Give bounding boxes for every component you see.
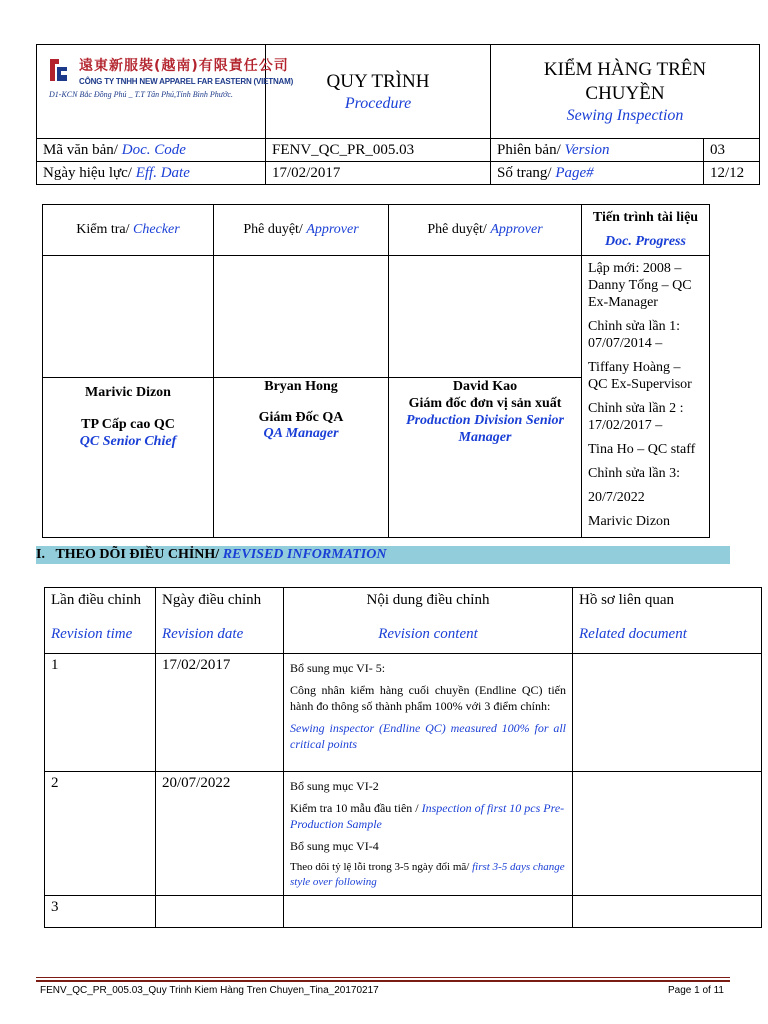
checker-header-vi: Kiểm tra/ [76,222,134,237]
revision-time-header-en: Revision time [51,626,133,642]
progress-entry: 20/7/2022 [588,490,645,505]
eff-date-label-vi: Ngày hiệu lực/ [43,164,136,181]
revision-content-vi: Theo dõi tỷ lệ lỗi trong 3-5 ngày đổi mã/ [290,861,473,873]
approver2-title-en: Production Division Senior Manager [406,413,564,445]
revision-table [44,587,762,928]
page-count-label-vi: Số trang/ [497,164,556,181]
section-title-en: REVISED INFORMATION [222,547,387,562]
checker-name: Marivic Dizon [85,385,171,400]
doc-title-en: Sewing Inspection [566,106,684,124]
revision-content-vi: Kiểm tra 10 mẫu đầu tiên / [290,801,422,815]
revision-content-line: Bổ sung mục VI-4 [290,839,379,853]
revision-content-en: first 3-5 days change style over following [290,861,565,888]
checker-header [43,205,214,256]
section-title-vi: THEO DÕI ĐIỀU CHỈNH/ [55,547,223,562]
revision-time-header-vi: Lần điều chỉnh [51,592,141,608]
company-logo-cell [37,45,294,139]
approver1-title-vi: Giám Đốc QA [258,410,344,425]
progress-entry: Chỉnh sửa lần 3: [588,466,680,481]
doc-title-vi-line1: KIỂM HÀNG TRÊN [543,58,707,80]
doc-title-vi-line2: CHUYỀN [585,82,665,104]
doc-progress-header [582,205,710,256]
revision-content-header [284,588,573,654]
related-document-header-vi: Hồ sơ liên quan [579,592,675,608]
related-document [573,896,762,928]
doc-code-value: FENV_QC_PR_005.03 [266,139,491,162]
approval-table [42,204,710,538]
approver2-title-vi: Giám đốc đơn vị sản xuất [408,396,562,411]
revision-date-header [156,588,284,654]
doc-progress-header-en: Doc. Progress [605,234,686,249]
checker-title-vi: TP Cấp cao QC [81,417,175,432]
progress-entry: Chỉnh sửa lần 1: 07/07/2014 – [588,319,680,351]
version-label-en: Version [564,141,610,158]
checker-signature-area [43,256,214,378]
approver1-header-vi: Phê duyệt/ [243,222,307,237]
revision-content-header-vi: Nội dung điều chỉnh [366,592,490,608]
revision-content-line [290,800,566,832]
checker-info [43,378,214,538]
approver2-signature-area [389,256,582,378]
doc-code-label [37,139,266,162]
section-number: I. [36,547,45,562]
related-document [573,772,762,896]
version-label-vi: Phiên bản/ [497,141,565,158]
eff-date-label [37,162,266,185]
revision-content [284,772,573,896]
doc-code-label-vi: Mã văn bản/ [43,141,122,158]
revision-content-line: Bổ sung mục VI-2 [290,779,379,793]
approver1-title-en: QA Manager [263,426,339,441]
doc-code-label-en: Doc. Code [121,141,186,158]
progress-entry: Lập mới: 2008 – Danny Tống – QC Ex-Manager [588,261,692,310]
revision-time-header [45,588,156,654]
approver2-name: David Kao [452,379,518,394]
company-logo-icon [47,57,69,83]
related-document-header [573,588,762,654]
page-count-label-en: Page# [555,164,594,181]
footer-page-number: Page 1 of 11 [668,985,724,996]
company-name-english: CÔNG TY TNHH NEW APPAREL FAR EASTERN (VIETNAM) [79,76,294,86]
revision-number: 1 [45,654,156,772]
approver1-info [214,378,389,538]
checker-title-en: QC Senior Chief [79,434,177,449]
company-name-chinese: 遠東新服裝(越南)有限責任公司 [79,57,289,74]
revision-date-header-vi: Ngày điều chỉnh [162,592,262,608]
revision-number: 2 [45,772,156,896]
revision-content-line [290,860,566,890]
table-row [45,896,762,928]
page-count-value: 12/12 [704,162,760,185]
revision-date [156,896,284,928]
progress-entry: Marivic Dizon [588,514,671,529]
doc-progress-header-vi: Tiến trình tài liệu [592,210,699,225]
revision-content [284,654,573,772]
revision-content-line: Bổ sung mục VI- 5: [290,661,386,675]
version-label [491,139,704,162]
revision-content-line: Sewing inspector (Endline QC) measured 100% for all critical points [290,721,566,751]
eff-date-label-en: Eff. Date [135,164,190,181]
company-address: D1-KCN Bắc Đồng Phú _ T.T Tân Phú,Tỉnh Bình Phước. [49,89,233,99]
revision-date-header-en: Revision date [162,626,244,642]
doc-progress-list [582,256,710,538]
progress-entry: Tina Ho – QC staff [588,442,696,457]
approver1-name: Bryan Hong [264,379,338,394]
revision-content [284,896,573,928]
approver2-header-vi: Phê duyệt/ [427,222,491,237]
related-document-header-en: Related document [579,626,687,642]
footer-rule-thin [36,977,730,978]
approver1-signature-area [214,256,389,378]
revision-content-header-en: Revision content [378,626,478,642]
approver2-info [389,378,582,538]
revision-number: 3 [45,896,156,928]
related-document [573,654,762,772]
revision-content-line: Công nhân kiểm hàng cuối chuyền (Endline QC) tiến hành đo thông số thành phẩm 100% với 3 điểm chính: [290,683,566,713]
approver1-header [214,205,389,256]
eff-date-value: 17/02/2017 [266,162,491,185]
approver2-header-en: Approver [490,222,543,237]
revision-date: 17/02/2017 [156,654,284,772]
approver2-header [389,205,582,256]
footer-rule-thick [36,980,730,982]
section-heading-revised-info [36,546,730,564]
approver1-header-en: Approver [306,222,359,237]
table-row [45,654,762,772]
revision-date: 20/07/2022 [156,772,284,896]
table-row [45,772,762,896]
revision-content-en: Inspection of first 10 pcs Pre-Production Sample [290,801,565,831]
page-count-label [491,162,704,185]
doc-type-vi: QUY TRÌNH [326,70,430,92]
version-value: 03 [704,139,760,162]
footer-filename: FENV_QC_PR_005.03_Quy Trinh Kiem Hàng Tren Chuyen_Tina_20170217 [40,985,379,996]
progress-entry: Chỉnh sửa lần 2 : 17/02/2017 – [588,401,684,433]
checker-header-en: Checker [133,222,180,237]
document-header-table [36,44,760,185]
progress-entry: Tiffany Hoàng – QC Ex-Supervisor [588,360,692,392]
doc-type-en: Procedure [344,94,412,112]
doc-title-cell [491,45,760,139]
doc-type-cell [266,45,491,139]
